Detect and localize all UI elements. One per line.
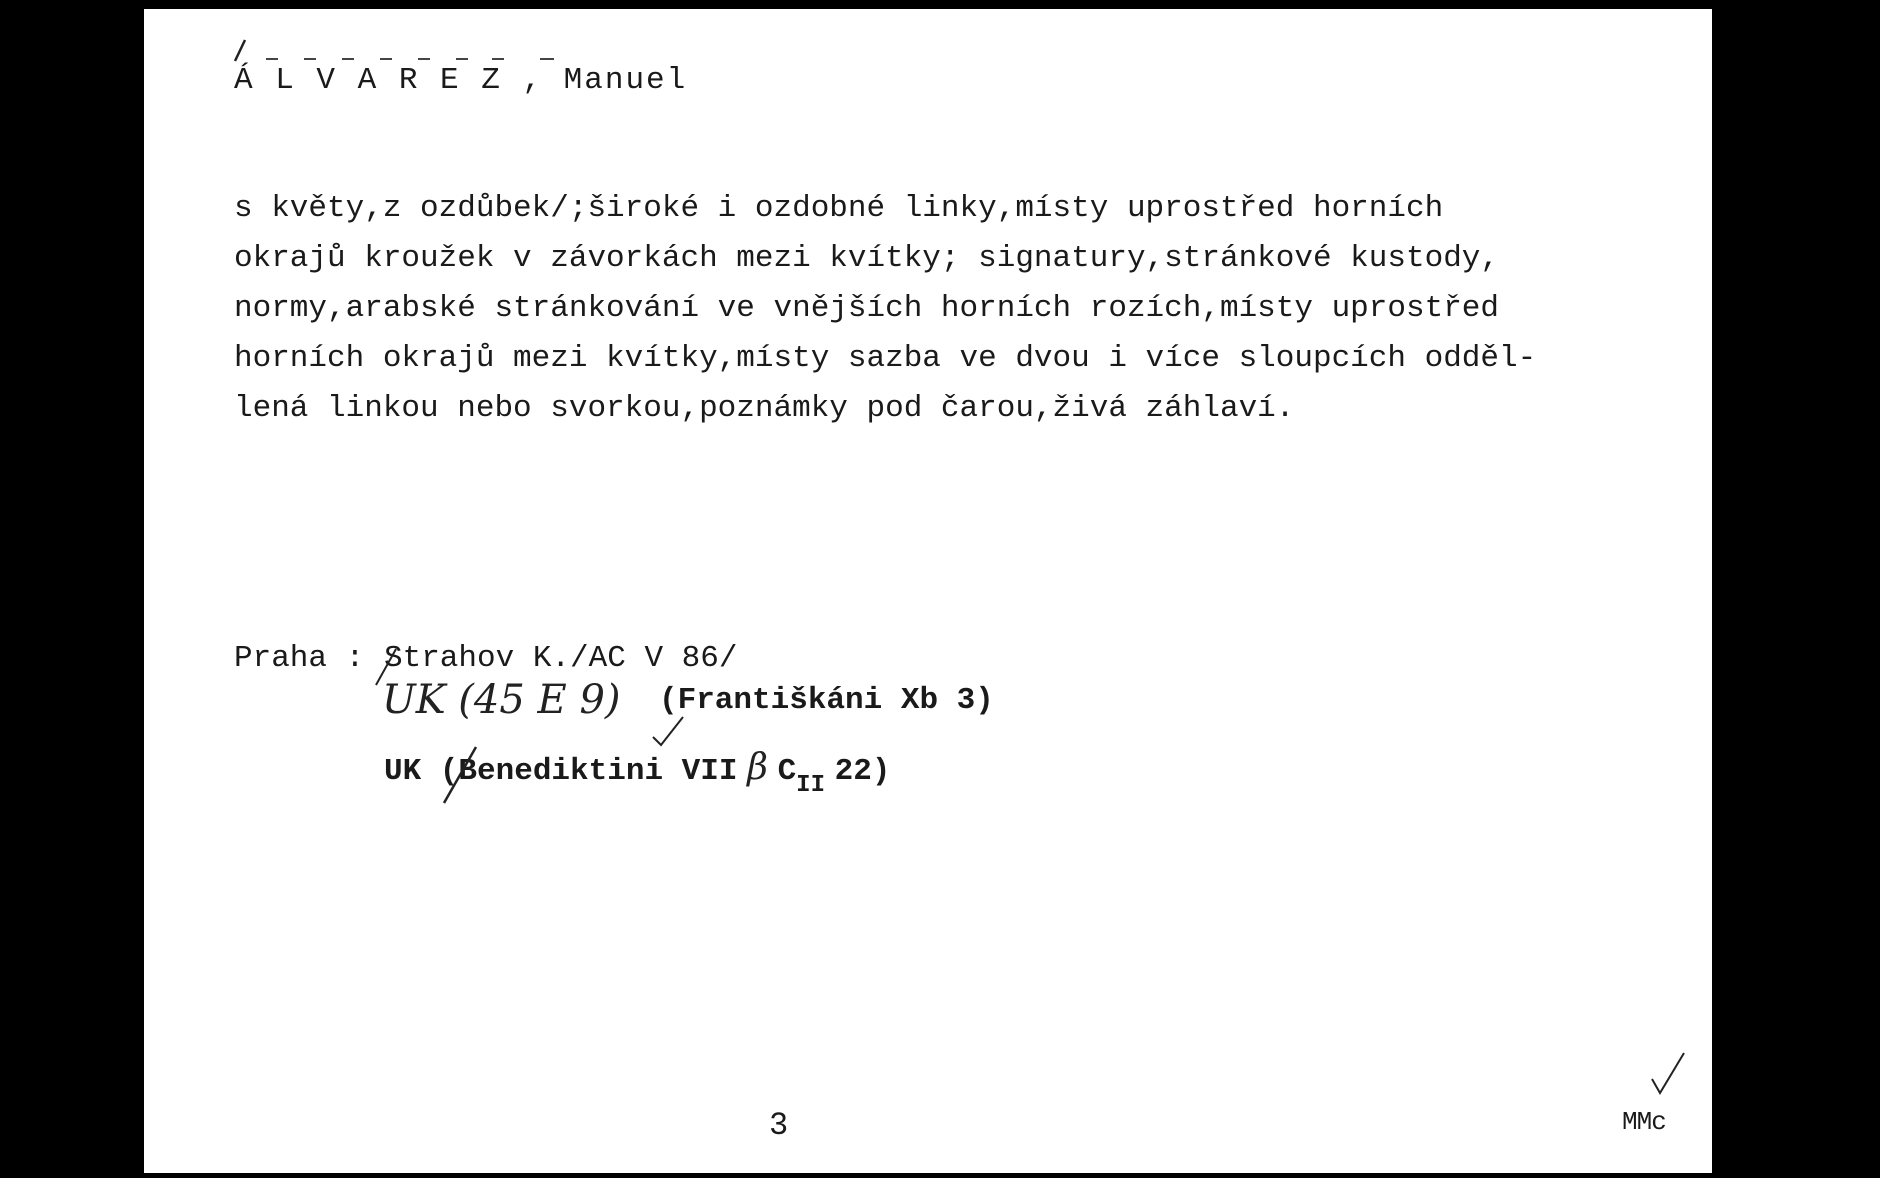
- initials: MMc: [1622, 1107, 1666, 1137]
- checkmark-icon: [649, 715, 685, 747]
- heading-dashes: [264, 53, 624, 67]
- description-line-5: lená linkou nebo svorkou,poznámky pod čarou,živá záhlaví.: [234, 391, 1295, 426]
- description-line-2: okrajů kroužek v závorkách mezi kvítky; signatury,stránkové kustody,: [234, 241, 1500, 276]
- page-number: 3: [769, 1107, 789, 1144]
- checkmark-icon-corner: [1648, 1049, 1686, 1099]
- location-label: Praha :: [234, 641, 365, 676]
- location-c-subscript: II: [796, 772, 825, 799]
- strahov-strike-mark: [374, 647, 400, 687]
- location-benediktini-text: UK (Benediktini VII: [384, 754, 738, 789]
- description-line-1: s květy,z ozdůbek/;široké i ozdobné linky,místy uprostřed horních: [234, 191, 1444, 226]
- location-c: C: [777, 754, 797, 789]
- location-shelf-number: 22): [834, 754, 891, 789]
- description-line-3: normy,arabské stránkování ve vnějších horních rozích,místy uprostřed: [234, 291, 1500, 326]
- benediktini-strike-mark: [440, 743, 480, 807]
- location-frantiskani: (Františkáni Xb 3): [659, 683, 994, 718]
- description-line-4: horních okrajů mezi kvítky,místy sazba ve dvou i více sloupcích odděl-: [234, 341, 1537, 376]
- catalog-card: [144, 9, 1712, 1173]
- beta-symbol: β: [747, 747, 768, 788]
- handwritten-call-number: UK (45 E 9): [382, 677, 621, 723]
- accent-tick-mark: [229, 38, 253, 64]
- location-strahov: Strahov K./AC V 86/: [384, 641, 738, 676]
- card-heading: Á L V A R E Z , Manuel: [234, 63, 688, 98]
